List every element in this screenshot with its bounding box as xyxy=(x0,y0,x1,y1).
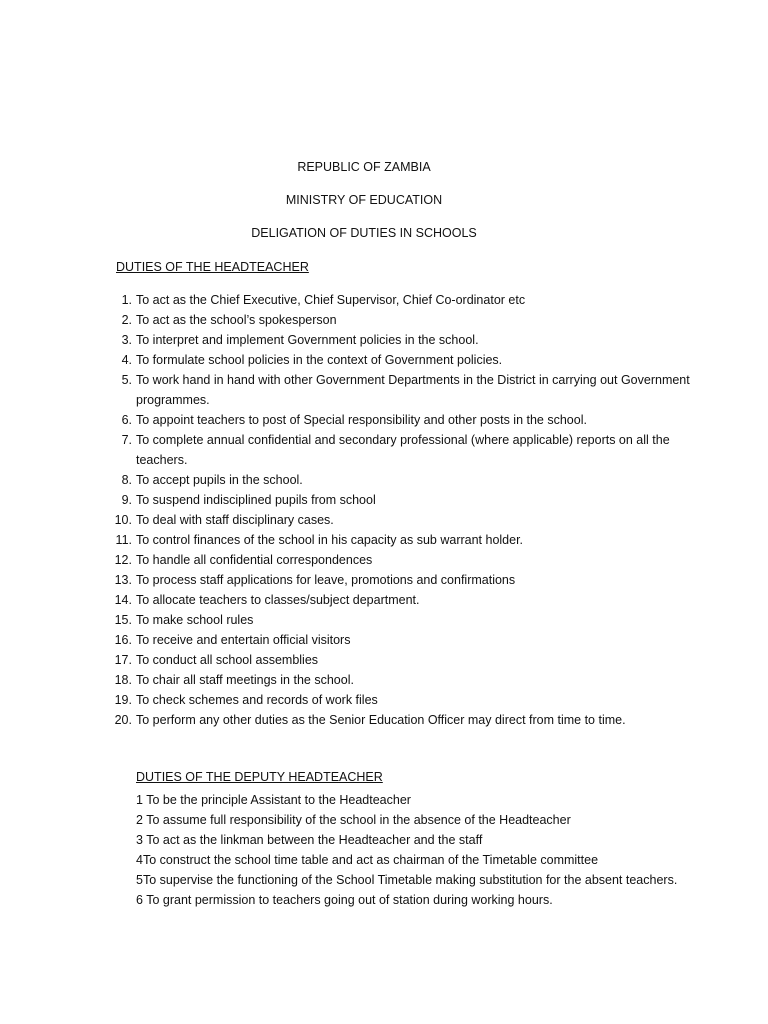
list-item xyxy=(112,290,712,310)
item-number: 15. xyxy=(114,613,132,627)
list-item xyxy=(112,490,712,510)
item-number: 12. xyxy=(114,553,132,567)
item-number: 14. xyxy=(114,593,132,607)
item-number: 18. xyxy=(114,673,132,687)
list-item xyxy=(112,710,712,730)
list-item xyxy=(112,550,712,570)
list-item xyxy=(112,530,712,550)
item-number: 10. xyxy=(114,513,132,527)
item-text: To work hand in hand with other Government Departments in the District in carrying out Government programmes. xyxy=(136,373,690,407)
item-number: 6. xyxy=(121,413,132,427)
list-item: 2 To assume full responsibility of the school in the absence of the Headteacher xyxy=(136,813,571,827)
item-number: 2. xyxy=(121,313,132,327)
list-item xyxy=(112,650,712,670)
item-text: To act as the Chief Executive, Chief Supervisor, Chief Co-ordinator etc xyxy=(136,293,526,307)
item-text: To conduct all school assemblies xyxy=(136,653,319,667)
header-republic: REPUBLIC OF ZAMBIA xyxy=(297,160,431,174)
list-item xyxy=(112,670,712,690)
header-ministry: MINISTRY OF EDUCATION xyxy=(285,193,443,207)
item-number: 9. xyxy=(121,493,132,507)
list-item: 6 To grant permission to teachers going out of station during working hours. xyxy=(136,893,553,907)
list-item xyxy=(112,330,712,350)
item-text: To appoint teachers to post of Special responsibility and other posts in the school. xyxy=(136,413,587,427)
item-number: 1. xyxy=(121,293,132,307)
list-item xyxy=(112,610,712,630)
list-item xyxy=(112,570,712,590)
list-item: 1 To be the principle Assistant to the Headteacher xyxy=(136,793,411,807)
item-number: 13. xyxy=(114,573,132,587)
list-item xyxy=(112,690,712,710)
item-number: 20. xyxy=(114,713,132,727)
item-number: 7. xyxy=(121,433,132,447)
item-text: To formulate school policies in the context of Government policies. xyxy=(136,353,503,367)
item-text: To perform any other duties as the Senior Education Officer may direct from time to time. xyxy=(136,713,626,727)
item-text: To allocate teachers to classes/subject department. xyxy=(136,593,420,607)
list-item xyxy=(112,410,712,430)
item-text: To suspend indisciplined pupils from school xyxy=(136,493,376,507)
item-text: To interpret and implement Government policies in the school. xyxy=(136,333,479,347)
list-item: 5To supervise the functioning of the School Timetable making substitution for the absent teachers. xyxy=(136,873,678,887)
item-text: To deal with staff disciplinary cases. xyxy=(136,513,334,527)
list-item xyxy=(112,370,712,410)
item-text: To accept pupils in the school. xyxy=(136,473,303,487)
list-item xyxy=(112,630,712,650)
item-text: To complete annual confidential and secondary professional (where applicable) reports on all the teachers. xyxy=(136,433,670,467)
item-number: 16. xyxy=(114,633,132,647)
item-number: 11. xyxy=(115,533,132,547)
item-number: 8. xyxy=(121,473,132,487)
item-number: 4. xyxy=(121,353,132,367)
document-title: DELIGATION OF DUTIES IN SCHOOLS xyxy=(251,226,477,240)
list-item xyxy=(112,590,712,610)
item-number: 17. xyxy=(114,653,132,667)
list-item xyxy=(112,350,712,370)
item-text: To handle all confidential correspondences xyxy=(136,553,373,567)
deputy-heading: DUTIES OF THE DEPUTY HEADTEACHER xyxy=(136,770,383,784)
item-text: To make school rules xyxy=(136,613,254,627)
item-text: To control finances of the school in his capacity as sub warrant holder. xyxy=(136,533,524,547)
item-text: To chair all staff meetings in the school. xyxy=(136,673,354,687)
list-item xyxy=(112,470,712,490)
list-item xyxy=(112,430,712,470)
item-text: To act as the school’s spokesperson xyxy=(136,313,337,327)
item-number: 5. xyxy=(121,373,132,387)
list-item: 4To construct the school time table and act as chairman of the Timetable committee xyxy=(136,853,599,867)
item-number: 19. xyxy=(114,693,132,707)
list-item: 3 To act as the linkman between the Headteacher and the staff xyxy=(136,833,483,847)
item-text: To check schemes and records of work files xyxy=(136,693,378,707)
item-text: To process staff applications for leave, promotions and confirmations xyxy=(136,573,516,587)
deputy-duties-list xyxy=(136,790,696,910)
item-text: To receive and entertain official visitors xyxy=(136,633,351,647)
headteacher-duties-list xyxy=(112,290,712,730)
headteacher-heading: DUTIES OF THE HEADTEACHER xyxy=(116,260,309,274)
list-item xyxy=(112,510,712,530)
list-item xyxy=(112,310,712,330)
item-number: 3. xyxy=(121,333,132,347)
